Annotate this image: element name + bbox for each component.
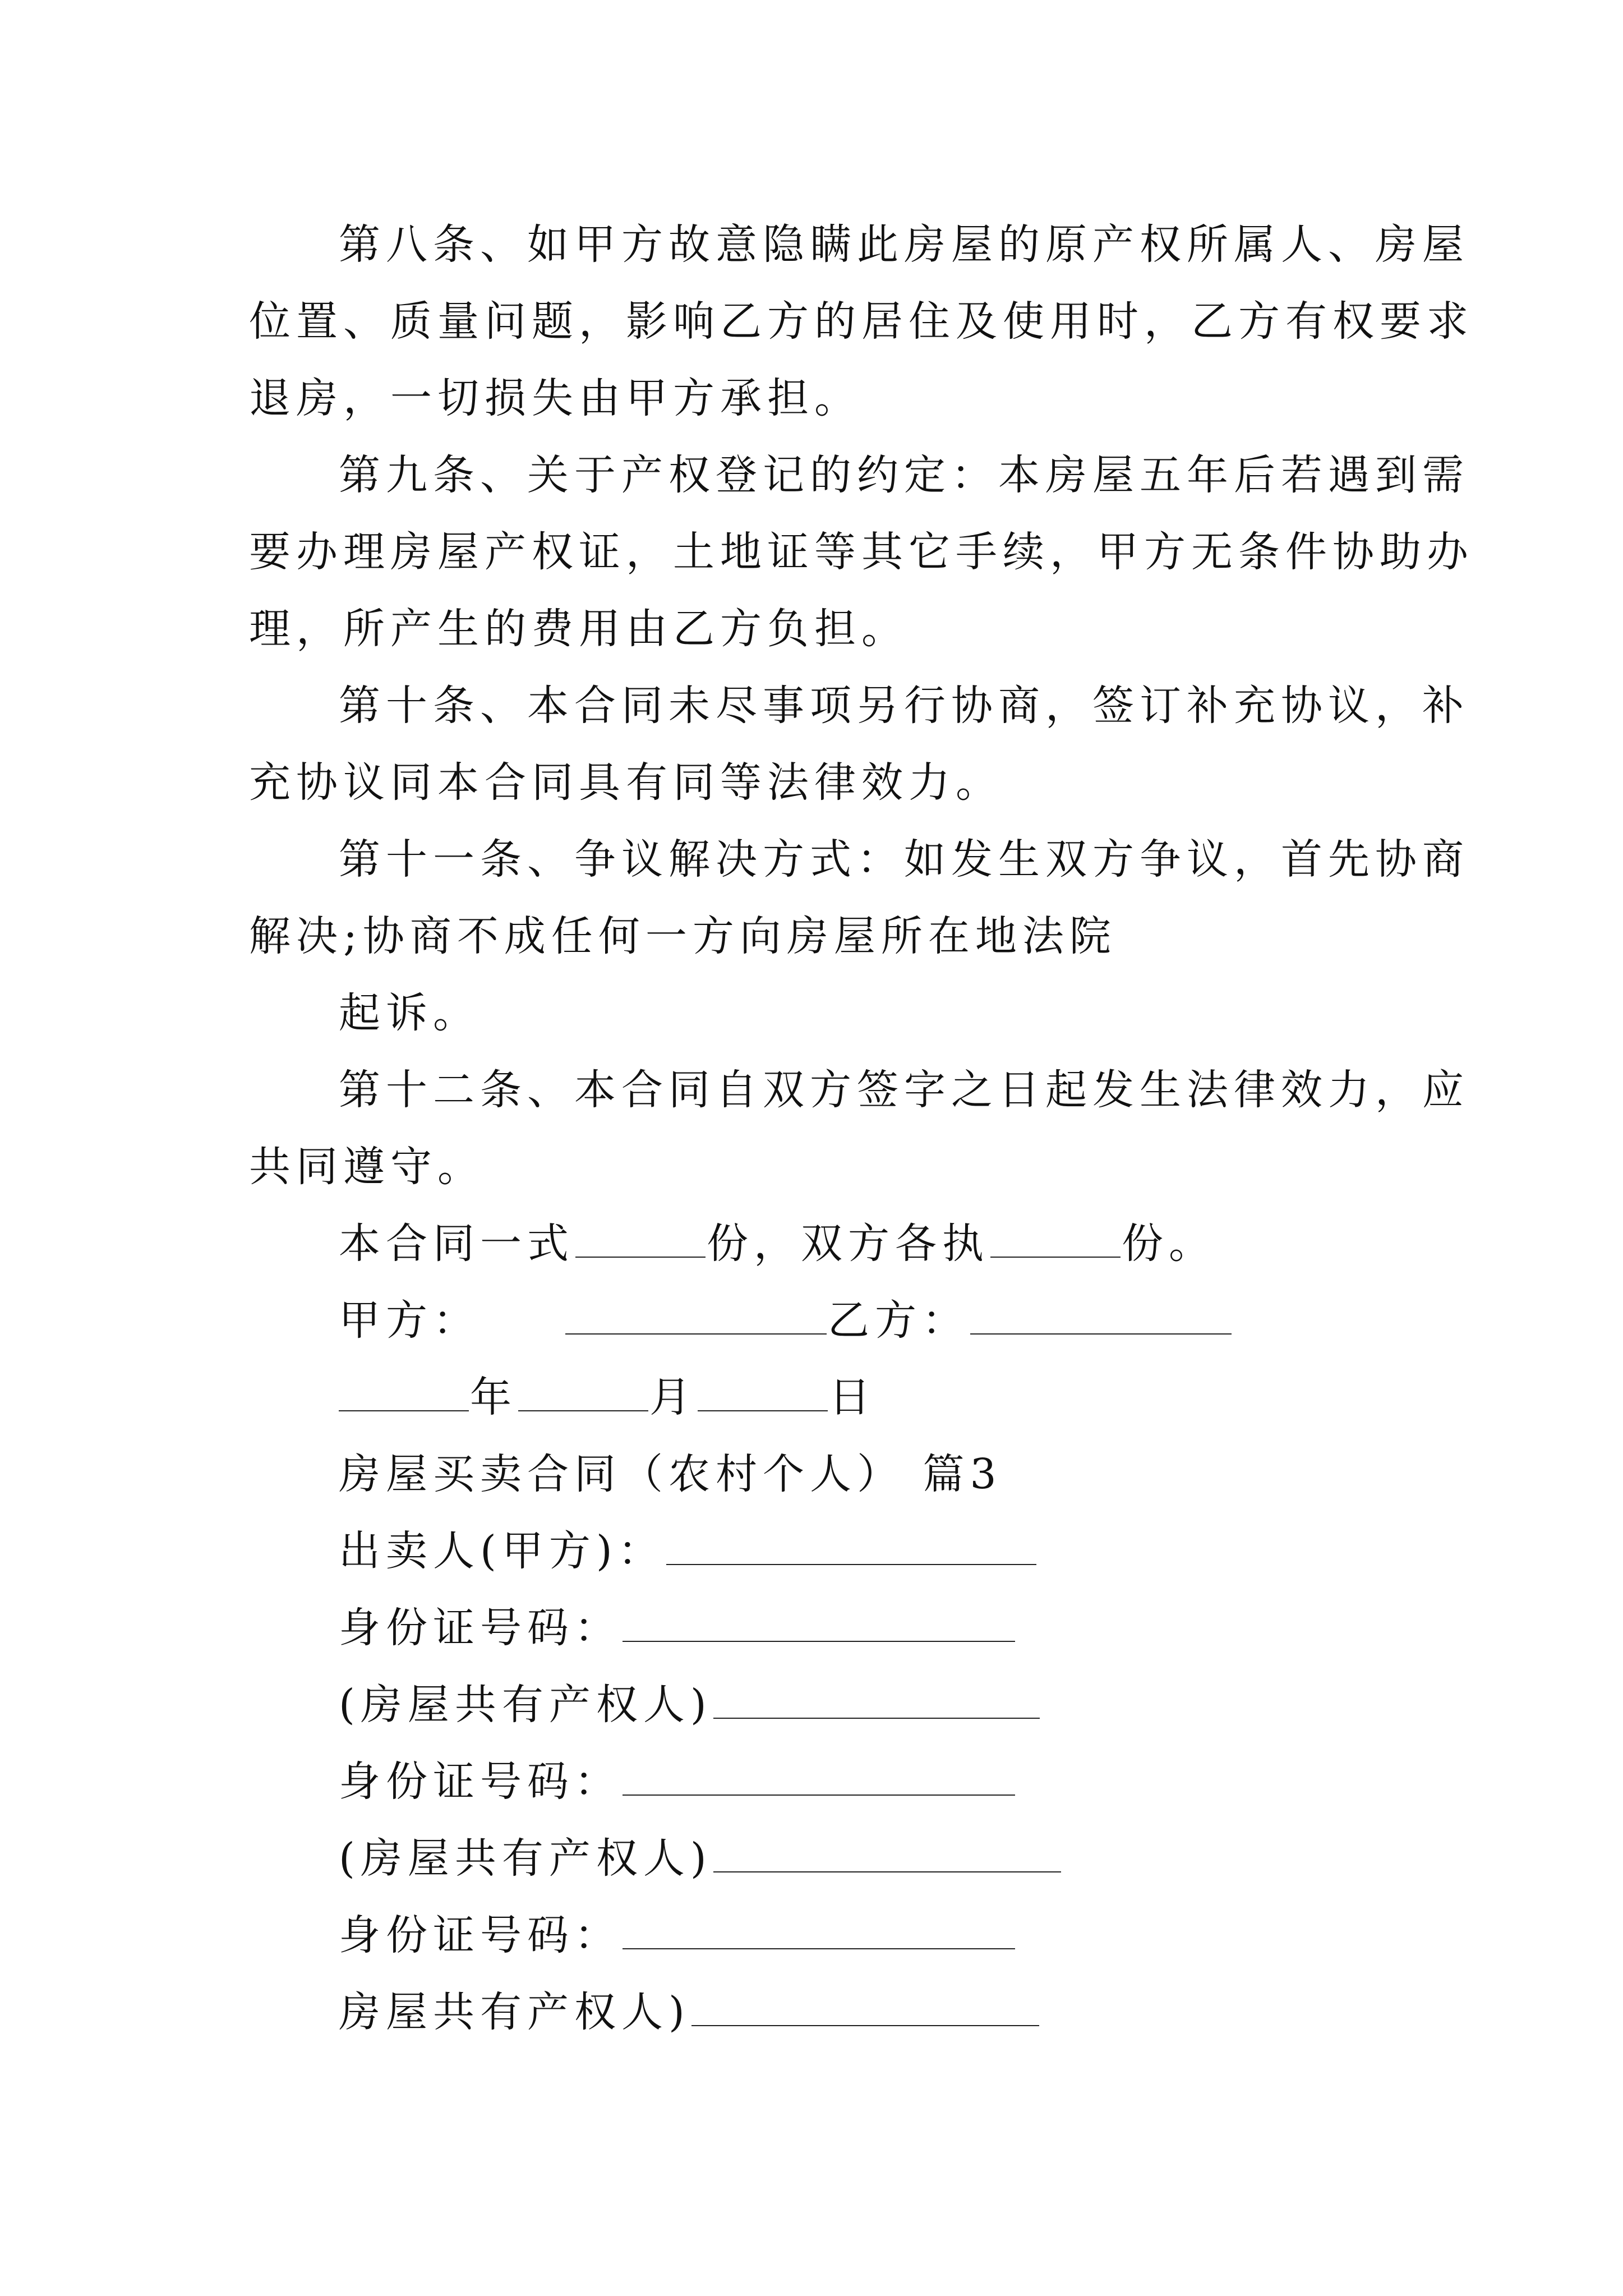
article-11-line-3: 起诉。 bbox=[339, 989, 480, 1037]
section-3-title: 房屋买卖合同（农村个人） 篇3 bbox=[339, 1450, 1002, 1498]
id-number-3-label: 身份证号码： bbox=[339, 1911, 621, 1959]
co-owner-1-label: (房屋共有产权人) bbox=[339, 1681, 712, 1729]
article-9-line-2: 要办理房屋产权证，土地证等其它手续，甲方无条件协助办 bbox=[249, 528, 1474, 576]
copies-each-blank[interactable] bbox=[990, 1222, 1121, 1258]
article-8-line-3: 退房，一切损失由甲方承担。 bbox=[249, 374, 861, 422]
id-number-1-label: 身份证号码： bbox=[339, 1604, 621, 1652]
id-number-2-label: 身份证号码： bbox=[339, 1757, 621, 1806]
day-blank[interactable] bbox=[698, 1375, 828, 1411]
article-10-line-1: 第十条、本合同未尽事项另行协商，签订补充协议，补 bbox=[339, 682, 1469, 730]
month-blank[interactable] bbox=[518, 1375, 648, 1411]
month-label: 月 bbox=[649, 1373, 697, 1421]
article-11-line-2: 解决;协商不成任何一方向房屋所在地法院 bbox=[249, 912, 1117, 960]
party-b-label: 乙方： bbox=[828, 1296, 969, 1345]
copies-line bbox=[339, 1205, 1393, 1282]
article-11-line-1: 第十一条、争议解决方式：如发生双方争议，首先协商 bbox=[339, 835, 1469, 884]
co-owner-1-line bbox=[339, 1667, 1393, 1743]
party-b-blank[interactable] bbox=[970, 1299, 1232, 1335]
id-number-3-line bbox=[339, 1897, 1393, 1974]
co-owner-1-blank[interactable] bbox=[713, 1683, 1040, 1719]
article-8-line-2: 位置、质量问题，影响乙方的居住及使用时，乙方有权要求 bbox=[249, 297, 1474, 346]
party-a-blank[interactable] bbox=[565, 1299, 827, 1335]
co-owner-2-line bbox=[339, 1820, 1393, 1897]
co-owner-2-label: (房屋共有产权人) bbox=[339, 1834, 712, 1883]
copies-middle: 份，双方各执 bbox=[707, 1220, 989, 1268]
day-label: 日 bbox=[829, 1373, 876, 1421]
article-10-line-2: 充协议同本合同具有同等法律效力。 bbox=[249, 758, 1003, 807]
id-number-2-blank[interactable] bbox=[623, 1760, 1015, 1796]
copies-suffix: 份。 bbox=[1122, 1220, 1216, 1268]
copies-prefix: 本合同一式 bbox=[339, 1220, 574, 1268]
seller-blank[interactable] bbox=[666, 1529, 1036, 1565]
id-number-2-line bbox=[339, 1743, 1393, 1820]
seller-field-line bbox=[339, 1513, 1393, 1590]
party-a-label: 甲方： bbox=[339, 1296, 480, 1345]
date-line bbox=[339, 1359, 1393, 1436]
article-9-line-1: 第九条、关于产权登记的约定：本房屋五年后若遇到需 bbox=[339, 451, 1469, 499]
co-owner-2-blank[interactable] bbox=[713, 1837, 1061, 1872]
id-number-1-line bbox=[339, 1590, 1393, 1667]
co-owner-3-line bbox=[339, 1974, 1393, 2051]
article-12-line-2: 共同遵守。 bbox=[249, 1143, 485, 1191]
co-owner-3-label: 房屋共有产权人) bbox=[339, 1988, 690, 2036]
seller-label: 出卖人(甲方)： bbox=[339, 1527, 665, 1575]
id-number-1-blank[interactable] bbox=[623, 1606, 1015, 1642]
id-number-3-blank[interactable] bbox=[623, 1913, 1015, 1949]
article-12-line-1: 第十二条、本合同自双方签字之日起发生法律效力，应 bbox=[339, 1066, 1469, 1114]
copies-total-blank[interactable] bbox=[575, 1222, 706, 1258]
article-9-line-3: 理，所产生的费用由乙方负担。 bbox=[249, 605, 909, 653]
article-8-line-1: 第八条、如甲方故意隐瞒此房屋的原产权所属人、房屋 bbox=[339, 220, 1469, 269]
year-label: 年 bbox=[470, 1373, 517, 1421]
year-blank[interactable] bbox=[339, 1375, 469, 1411]
co-owner-3-blank[interactable] bbox=[691, 1990, 1039, 2026]
parties-line bbox=[339, 1282, 1393, 1359]
